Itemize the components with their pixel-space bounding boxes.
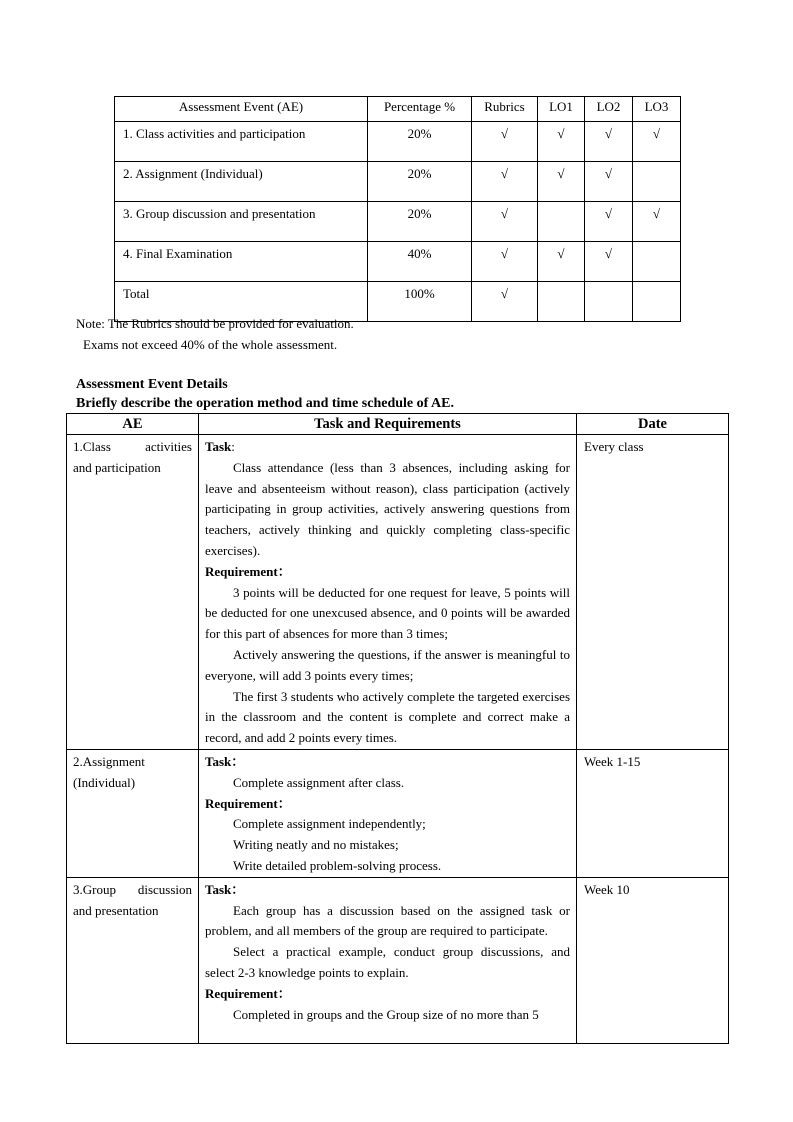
- lo3-cell: [633, 282, 681, 322]
- task-cell: [199, 877, 577, 1043]
- task-heading: [205, 752, 570, 773]
- rubrics-cell: √: [472, 162, 538, 202]
- header-lo1: LO1: [538, 97, 585, 122]
- requirement-heading: [205, 562, 570, 583]
- requirement-label: Requirement: [205, 563, 278, 579]
- requirement-heading: [205, 984, 570, 1005]
- task-heading: [205, 437, 570, 458]
- date-cell: Week 10: [577, 877, 729, 1043]
- ae-label-part: 1.Class: [73, 439, 111, 454]
- table-row: [115, 162, 681, 202]
- lo2-cell: √: [585, 122, 633, 162]
- rubrics-cell: √: [472, 122, 538, 162]
- header-lo3: LO3: [633, 97, 681, 122]
- header-assessment-event: Assessment Event (AE): [115, 97, 368, 122]
- event-name: Total: [115, 282, 368, 322]
- task-separator: ：: [231, 881, 245, 897]
- lo3-cell: √: [633, 122, 681, 162]
- task-paragraph: Class attendance (less than 3 absences, including asking for leave and absenteeism without reason), class participation (actively participating in group activities, actively answering questions from teachers, actively thinking and quickly completing class-specific exercises).: [205, 459, 570, 558]
- section-title: Assessment Event Details: [76, 377, 228, 392]
- lo3-cell: √: [633, 202, 681, 242]
- ae-label-part: discussion: [137, 881, 192, 897]
- lo3-cell: [633, 242, 681, 282]
- ae-cell: [67, 877, 199, 1043]
- table-row: [67, 435, 729, 750]
- lo2-cell: √: [585, 162, 633, 202]
- header-date: Date: [577, 414, 729, 435]
- requirement-heading: [205, 794, 570, 815]
- event-name: 1. Class activities and participation: [115, 122, 368, 162]
- header-task-requirements: Task and Requirements: [199, 414, 577, 435]
- lo2-cell: [585, 282, 633, 322]
- date-cell: Week 1-15: [577, 749, 729, 877]
- ae-label-part: 3.Group: [73, 881, 116, 897]
- table-header-row: [67, 414, 729, 435]
- assessment-details-table: [66, 413, 729, 1044]
- lo2-cell: √: [585, 242, 633, 282]
- lo1-cell: √: [538, 122, 585, 162]
- ae-cell: [67, 749, 199, 877]
- requirement-paragraph: 3 points will be deducted for one request for leave, 5 points will be deducted for one unexcused absence, and 0 points will be awarded for this part of absences for more than 3 times;: [205, 584, 570, 642]
- task-label: Task: [205, 439, 232, 454]
- task-label: Task: [205, 753, 232, 769]
- table-row: [115, 242, 681, 282]
- requirement-paragraph: Write detailed problem-solving process.: [233, 857, 442, 873]
- event-name: 3. Group discussion and presentation: [115, 202, 368, 242]
- requirement-separator: ：: [277, 563, 291, 579]
- requirement-paragraph: Writing neatly and no mistakes;: [233, 837, 399, 853]
- lo1-cell: [538, 202, 585, 242]
- task-paragraph: Complete assignment after class.: [233, 774, 405, 790]
- ae-label-line1: 2.Assignment: [73, 753, 145, 769]
- header-percentage: Percentage %: [368, 97, 472, 122]
- event-name: 2. Assignment (Individual): [115, 162, 368, 202]
- task-cell: [199, 749, 577, 877]
- requirement-separator: ：: [277, 985, 291, 1001]
- requirement-paragraph: Actively answering the questions, if the answer is meaningful to everyone, will add 3 points every times;: [205, 646, 570, 683]
- rubrics-cell: √: [472, 242, 538, 282]
- task-separator: ：: [231, 753, 245, 769]
- lo2-cell: √: [585, 202, 633, 242]
- table-row: [115, 122, 681, 162]
- table-row: [67, 749, 729, 877]
- section-subtitle: Briefly describe the operation method and time schedule of AE.: [76, 396, 454, 411]
- table-header-row: [115, 97, 681, 122]
- date-cell: Every class: [577, 435, 729, 750]
- task-separator: :: [231, 439, 235, 454]
- task-paragraph: Select a practical example, conduct group discussions, and select 2-3 knowledge points to explain.: [205, 944, 570, 980]
- percentage-cell: 20%: [368, 162, 472, 202]
- header-rubrics: Rubrics: [472, 97, 538, 122]
- table-row: [67, 877, 729, 1043]
- ae-label-line2: and participation: [73, 459, 161, 475]
- header-ae: AE: [67, 414, 199, 435]
- percentage-cell: 100%: [368, 282, 472, 322]
- requirement-paragraph: The first 3 students who actively complete the targeted exercises in the classroom and the content is complete and correct make a record, and add 2 points every times.: [205, 688, 570, 746]
- ae-label-part: activities: [145, 439, 192, 454]
- rubrics-cell: √: [472, 202, 538, 242]
- ae-label-line2: (Individual): [73, 774, 136, 790]
- assessment-summary-table: [114, 96, 681, 322]
- header-lo2: LO2: [585, 97, 633, 122]
- task-cell: [199, 435, 577, 750]
- event-name: 4. Final Examination: [115, 242, 368, 282]
- rubrics-note: Note: The Rubrics should be provided for evaluation.: [76, 316, 354, 331]
- lo1-cell: [538, 282, 585, 322]
- lo1-cell: √: [538, 162, 585, 202]
- ae-label-line2: and presentation: [73, 902, 159, 918]
- task-heading: [205, 880, 570, 901]
- requirement-paragraph: Complete assignment independently;: [233, 816, 426, 832]
- lo1-cell: √: [538, 242, 585, 282]
- exam-limit-note: Exams not exceed 40% of the whole assessment.: [83, 337, 338, 352]
- percentage-cell: 20%: [368, 122, 472, 162]
- requirement-label: Requirement: [205, 795, 278, 811]
- task-paragraph: Each group has a discussion based on the assigned task or problem, and all members of the group are required to participate.: [205, 902, 570, 939]
- table-row: [115, 202, 681, 242]
- ae-cell: [67, 435, 199, 750]
- lo3-cell: [633, 162, 681, 202]
- task-label: Task: [205, 881, 232, 897]
- percentage-cell: 40%: [368, 242, 472, 282]
- rubrics-cell: √: [472, 282, 538, 322]
- requirement-label: Requirement: [205, 985, 278, 1001]
- requirement-separator: ：: [277, 795, 291, 811]
- percentage-cell: 20%: [368, 202, 472, 242]
- requirement-paragraph: Completed in groups and the Group size of no more than 5: [233, 1006, 539, 1022]
